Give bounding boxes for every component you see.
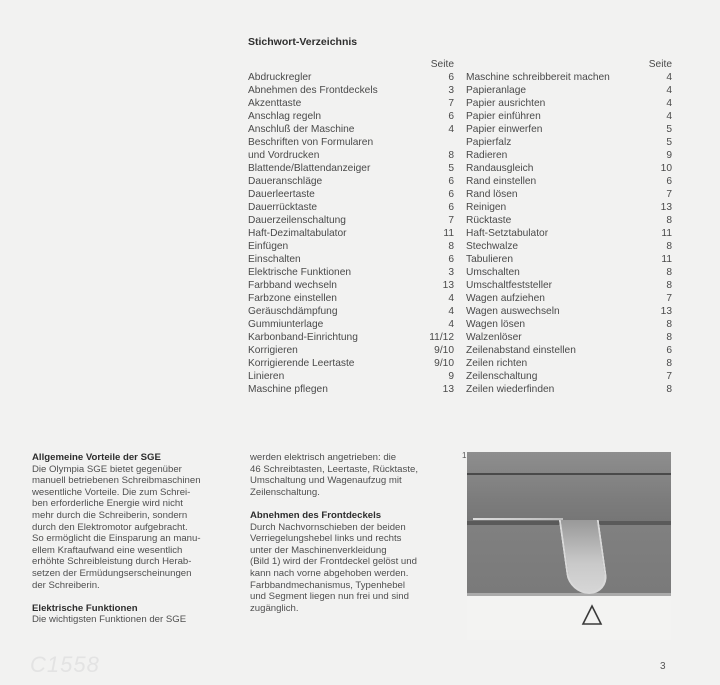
- body-text-line: Die wichtigsten Funktionen der SGE: [32, 614, 187, 626]
- index-term: Wagen lösen: [466, 319, 526, 330]
- index-page: 13: [660, 306, 672, 317]
- index-entry: [466, 110, 672, 123]
- index-page: 4: [666, 72, 672, 83]
- index-page: 11/12: [429, 332, 454, 343]
- index-entry: [466, 97, 672, 110]
- index-term: Wagen auswechseln: [466, 306, 560, 317]
- index-term: Einfügen: [248, 241, 289, 252]
- index-term: Zeilenschaltung: [466, 371, 538, 382]
- index-term: Elektrische Funktionen: [248, 267, 352, 278]
- index-entry: [466, 357, 672, 370]
- index-term: Einschalten: [248, 254, 301, 265]
- index-term: Dauerzeilenschaltung: [248, 215, 346, 226]
- index-page: 8: [666, 332, 672, 343]
- body-text-line: Farbbandmechanismus, Typenhebel: [250, 579, 406, 591]
- index-term: Umschalten: [466, 267, 520, 278]
- index-page: 4: [448, 319, 454, 330]
- index-page: 8: [666, 358, 672, 369]
- index-page: 7: [666, 293, 672, 304]
- index-page: 8: [666, 319, 672, 330]
- index-entry: [248, 123, 454, 136]
- index-page: 7: [666, 371, 672, 382]
- index-entry: [466, 162, 672, 175]
- index-term: Radieren: [466, 150, 508, 161]
- body-text-line: mehr durch die Schreiberin, sondern: [32, 509, 188, 521]
- index-page: 6: [448, 72, 454, 83]
- index-term: Walzenlöser: [466, 332, 522, 343]
- page-number: 3: [660, 661, 666, 672]
- index-term: Korrigieren: [248, 345, 298, 356]
- body-text-line: wesentliche Vorteile. Die zum Schrei-: [32, 486, 191, 498]
- index-term: Rand einstellen: [466, 176, 537, 187]
- index-term: Papier einführen: [466, 111, 541, 122]
- index-term: Farbband wechseln: [248, 280, 337, 291]
- index-entry: [248, 97, 454, 110]
- index-entry: [248, 201, 454, 214]
- index-page: 9/10: [434, 358, 454, 369]
- index-entry: [248, 279, 454, 292]
- index-term: Zeilen richten: [466, 358, 528, 369]
- index-entry: [466, 123, 672, 136]
- index-term: Rücktaste: [466, 215, 512, 226]
- index-entry: [466, 201, 672, 214]
- index-entry: [466, 370, 672, 383]
- body-text-line: durch den Elektromotor aufgebracht.: [32, 521, 188, 533]
- index-entry: [466, 318, 672, 331]
- page-column-header: Seite: [430, 59, 454, 70]
- index-term: Haft-Dezimaltabulator: [248, 228, 347, 239]
- index-page: 8: [448, 241, 454, 252]
- body-text-line: Durch Nachvornschieben der beiden: [250, 521, 406, 533]
- index-page: 3: [448, 267, 454, 278]
- index-entry: [466, 136, 672, 149]
- index-term: Geräuschdämpfung: [248, 306, 338, 317]
- index-term: Maschine pflegen: [248, 384, 328, 395]
- index-entry: [466, 292, 672, 305]
- body-text-line: zugänglich.: [250, 602, 299, 614]
- index-page: 8: [666, 280, 672, 291]
- body-text-line: Zeilenschaltung.: [250, 486, 320, 498]
- index-page: 8: [666, 384, 672, 395]
- index-entry: [248, 318, 454, 331]
- cover-seam: [467, 473, 671, 475]
- body-text-line: Verriegelungshebel links und rechts: [250, 533, 402, 545]
- index-term: Abdruckregler: [248, 72, 312, 83]
- body-edge: [467, 593, 671, 596]
- index-term: Korrigierende Leertaste: [248, 358, 355, 369]
- index-term: Wagen aufziehen: [466, 293, 545, 304]
- index-page: 11: [443, 228, 454, 239]
- index-term: Rand lösen: [466, 189, 518, 200]
- index-page: 8: [666, 241, 672, 252]
- section-heading-frontdeckel: Abnehmen des Frontdeckels: [250, 509, 382, 521]
- index-entry: [466, 188, 672, 201]
- body-text-line: (Bild 1) wird der Frontdeckel gelöst und: [250, 556, 417, 568]
- index-term: Umschaltfeststeller: [466, 280, 553, 291]
- index-page: 13: [442, 384, 454, 395]
- body-text-line: Die Olympia SGE bietet gegenüber: [32, 463, 182, 475]
- index-entry: [466, 71, 672, 84]
- index-page: 6: [448, 254, 454, 265]
- index-page: 6: [666, 345, 672, 356]
- text-column-2: [250, 452, 450, 614]
- index-page: 5: [666, 137, 672, 148]
- index-entry: [466, 331, 672, 344]
- index-entry: [248, 162, 454, 175]
- index-entry: [248, 136, 454, 149]
- figure-photo: [467, 452, 671, 640]
- index-entry: [466, 266, 672, 279]
- index-entry: [466, 253, 672, 266]
- index-page: 8: [666, 267, 672, 278]
- index-page: 13: [660, 202, 672, 213]
- index-entry: [248, 344, 454, 357]
- index-page: 4: [448, 124, 454, 135]
- index-entry: [466, 214, 672, 227]
- index-term: Haft-Setztabulator: [466, 228, 549, 239]
- index-entry: [248, 331, 454, 344]
- index-entry: [248, 149, 454, 162]
- index-term: Dauerrücktaste: [248, 202, 318, 213]
- index-page: 7: [448, 215, 454, 226]
- index-page: 4: [666, 85, 672, 96]
- index-term: Beschriften von Formularen: [248, 137, 374, 148]
- index-entry: [466, 149, 672, 162]
- figure-number: 1: [462, 451, 467, 460]
- index-term: Dauerleertaste: [248, 189, 315, 200]
- index-page: 7: [666, 189, 672, 200]
- index-entry: [466, 240, 672, 253]
- index-entry: [248, 357, 454, 370]
- index-term: Zeilenabstand einstellen: [466, 345, 576, 356]
- body-text-line: manuell betriebenen Schreibmaschinen: [32, 475, 201, 487]
- index-term: Randausgleich: [466, 163, 534, 174]
- body-text-line: kann nach vorne abgehoben werden.: [250, 567, 409, 579]
- index-term: Papier einwerfen: [466, 124, 543, 135]
- section-heading-elektrisch: Elektrische Funktionen: [32, 602, 138, 614]
- body-text-line: werden elektrisch angetrieben: die: [250, 452, 397, 463]
- index-page: 4: [666, 98, 672, 109]
- index-entry: [248, 383, 454, 396]
- index-term: Abnehmen des Frontdeckels: [248, 85, 378, 96]
- index-page: 9/10: [434, 345, 454, 356]
- index-page: 9: [666, 150, 672, 161]
- index-page: 3: [448, 85, 454, 96]
- wire: [473, 518, 563, 520]
- index-page: 6: [448, 176, 454, 187]
- index-entry: [248, 253, 454, 266]
- archive-stamp: C1558: [30, 652, 100, 677]
- index-entry: [466, 383, 672, 396]
- index-term: Stechwalze: [466, 241, 519, 252]
- index-entry: [248, 71, 454, 84]
- index-title: Stichwort-Verzeichnis: [248, 36, 358, 48]
- index-term: Papieranlage: [466, 85, 527, 96]
- index-entry: [248, 227, 454, 240]
- machine-cover: [467, 452, 671, 521]
- index-entry: [466, 279, 672, 292]
- body-text-line: Umschaltung und Wagenaufzug mit: [250, 475, 402, 487]
- index-page: 9: [448, 371, 454, 382]
- body-text-line: So ermöglicht die Einsparung an manu-: [32, 533, 201, 545]
- index-term: und Vordrucken: [248, 150, 320, 161]
- index-entry: [248, 175, 454, 188]
- section-heading-vorteile: Allgemeine Vorteile der SGE: [32, 452, 161, 463]
- index-term: Akzenttaste: [248, 98, 302, 109]
- index-entry: [248, 292, 454, 305]
- index-term: Farbzone einstellen: [248, 293, 337, 304]
- index-term: Reinigen: [466, 202, 507, 213]
- index-entry: [248, 84, 454, 97]
- index-page: 6: [448, 202, 454, 213]
- index-page: 11: [661, 228, 672, 239]
- index-column-left: [248, 58, 454, 396]
- index-page: 8: [448, 150, 454, 161]
- index-term: Zeilen wiederfinden: [466, 384, 555, 395]
- index-entry: [466, 344, 672, 357]
- index-term: Tabulieren: [466, 254, 514, 265]
- index-entry: [466, 84, 672, 97]
- index-page: 4: [448, 306, 454, 317]
- index-entry: [248, 214, 454, 227]
- text-column-1: [32, 452, 232, 626]
- body-text-line: setzen der Ermüdungserscheinungen: [32, 567, 192, 579]
- triangle-marker-icon: [581, 604, 603, 626]
- index-entry: [248, 370, 454, 383]
- body-text-line: ellem Kraftaufwand eine wesentlich: [32, 544, 183, 556]
- index-term: Maschine schreibbereit machen: [466, 72, 610, 83]
- index-term: Papier ausrichten: [466, 98, 546, 109]
- index-column-right: [466, 58, 672, 396]
- index-page: 4: [666, 111, 672, 122]
- index-page: 6: [448, 111, 454, 122]
- index-page: 4: [448, 293, 454, 304]
- index-entry: [466, 305, 672, 318]
- body-text-line: 46 Schreibtasten, Leertaste, Rücktaste,: [250, 463, 418, 475]
- body-text-line: ben erforderliche Energie wird nicht: [32, 498, 183, 510]
- index-page: 11: [661, 254, 672, 265]
- index-entry: [248, 188, 454, 201]
- index-term: Linieren: [248, 371, 285, 382]
- index-term: Papierfalz: [466, 137, 512, 148]
- index-entry: [248, 110, 454, 123]
- body-text-line: und Segment liegen nun frei und sind: [250, 591, 409, 603]
- index-entry: [466, 227, 672, 240]
- body-text-line: unter der Maschinenverkleidung: [250, 544, 387, 556]
- index-page: 5: [666, 124, 672, 135]
- index-page: 5: [448, 163, 454, 174]
- index-entry: [248, 240, 454, 253]
- index-term: Karbonband-Einrichtung: [248, 332, 358, 343]
- index-page: 6: [666, 176, 672, 187]
- index-term: Blattende/Blattendanzeiger: [248, 163, 371, 174]
- body-text-line: der Schreiberin.: [32, 579, 100, 591]
- index-term: Anschluß der Maschine: [248, 124, 355, 135]
- index-page: 13: [442, 280, 454, 291]
- index-entry: [248, 266, 454, 279]
- index-entry: [248, 305, 454, 318]
- body-text-line: erhöhte Schreibleistung durch Herab-: [32, 556, 192, 568]
- index-term: Anschlag regeln: [248, 111, 322, 122]
- index-page: 10: [660, 163, 672, 174]
- page-column-header: Seite: [648, 59, 672, 70]
- index-term: Gummiunterlage: [248, 319, 324, 330]
- index-page: 7: [448, 98, 454, 109]
- index-entry: [466, 175, 672, 188]
- index-page: 6: [448, 189, 454, 200]
- index-term: Daueranschläge: [248, 176, 323, 187]
- index-page: 8: [666, 215, 672, 226]
